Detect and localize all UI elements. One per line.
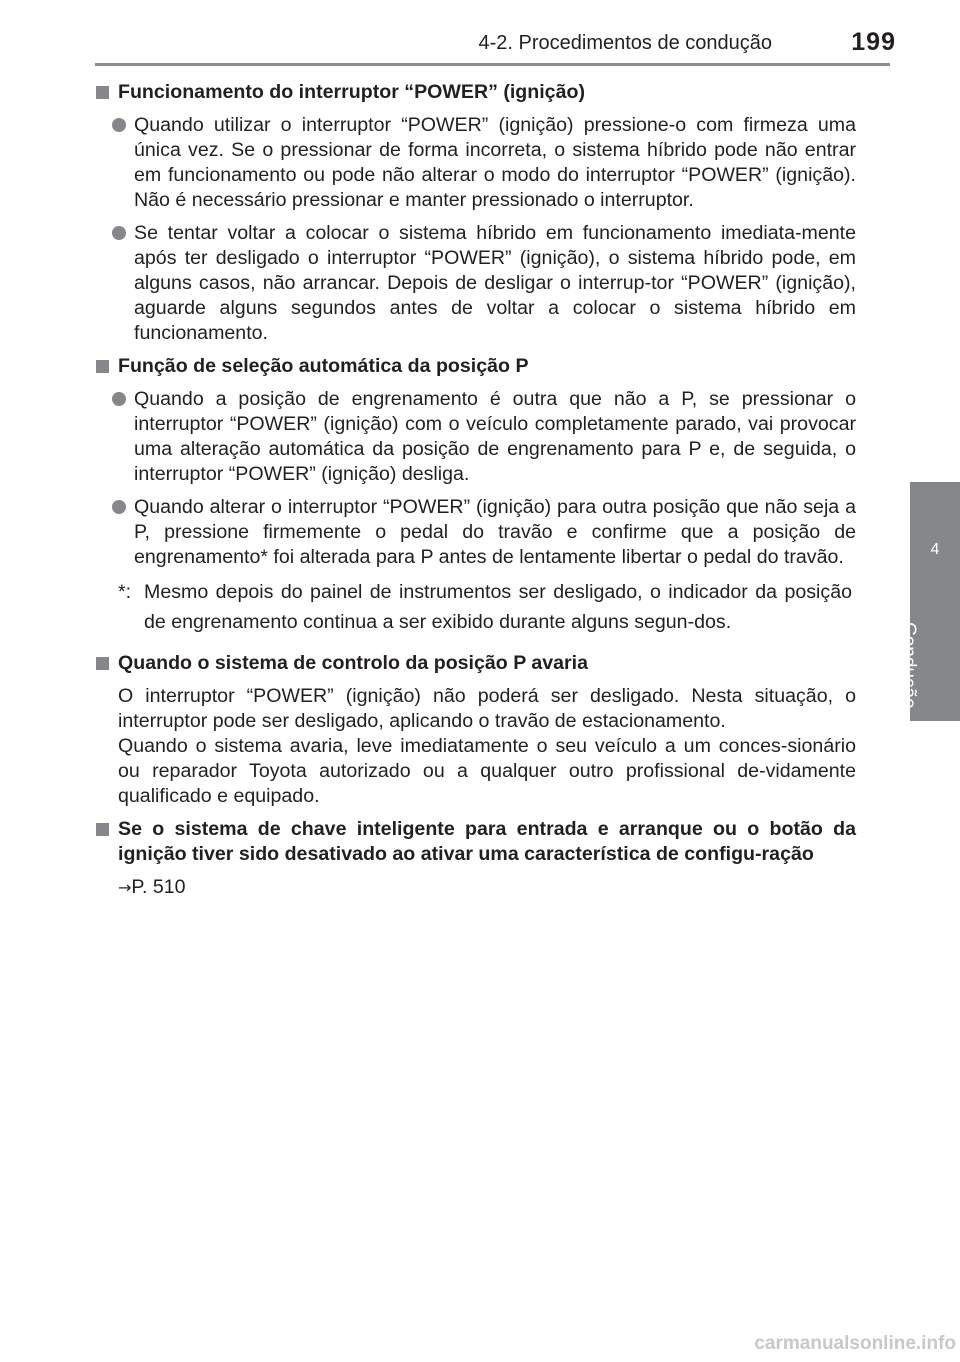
square-marker-icon xyxy=(96,360,109,373)
heading-text: Funcionamento do interruptor “POWER” (ignição) xyxy=(118,81,585,103)
page-content xyxy=(96,80,856,900)
bullet-dot-icon xyxy=(112,392,126,406)
square-marker-icon xyxy=(96,657,109,670)
paragraph: O interruptor “POWER” (ignição) não poderá ser desligado. Nesta situação, o interruptor pode ser desligado, aplicando o travão de estacionamento. xyxy=(118,685,856,732)
page-number: 199 xyxy=(851,28,896,56)
section-heading xyxy=(96,80,856,105)
header-rule xyxy=(95,63,890,66)
bullet-item xyxy=(96,387,856,487)
chapter-number: 4 xyxy=(930,541,940,558)
section-heading xyxy=(96,651,856,676)
reference-text: P. 510 xyxy=(131,876,186,898)
section-heading xyxy=(96,354,856,379)
bullet-item xyxy=(96,495,856,570)
bullet-text: Se tentar voltar a colocar o sistema híbrido em funcionamento imediata-mente após ter desligado o interruptor “POWER” (ignição), o sistema híbrido pode, em alguns casos, não arrancar. Depois de desligar o interrup-tor “POWER” (ignição), aguarde alguns segundos antes de voltar a colocar o sistema híbrido em funcionamento. xyxy=(134,222,856,344)
section-heading xyxy=(96,817,856,867)
square-marker-icon xyxy=(96,86,109,99)
watermark: carmanualsonline.info xyxy=(754,1333,956,1354)
bullet-text: Quando utilizar o interruptor “POWER” (ignição) pressione-o com firmeza uma única vez. Se o pressionar de forma incorreta, o sistema híbrido pode não entrar em funcionamento ou pode não alterar o modo do interruptor “POWER” (ignição). Não é necessário pressionar e manter pressionado o interruptor. xyxy=(134,114,856,211)
footnote xyxy=(96,578,856,637)
chapter-label: Condução xyxy=(898,622,919,709)
heading-text: Função de seleção automática da posição P xyxy=(118,355,529,377)
bullet-item xyxy=(96,113,856,213)
section-header-title: 4-2. Procedimentos de condução xyxy=(478,32,772,54)
bullet-item xyxy=(96,221,856,346)
bullet-text: Quando alterar o interruptor “POWER” (ignição) para outra posição que não seja a P, pressione firmemente o pedal do travão e confirme que a posição de engrenamento* foi alterada para P antes de lentamente libertar o pedal do travão. xyxy=(134,496,856,568)
bullet-dot-icon xyxy=(112,500,126,514)
heading-text: Se o sistema de chave inteligente para entrada e arranque ou o botão da ignição tiver sido desativado ao ativar uma característica de configu-ração xyxy=(118,818,856,865)
chapter-side-tab xyxy=(898,482,960,721)
arrow-right-icon: → xyxy=(118,878,132,897)
heading-text: Quando o sistema de controlo da posição P avaria xyxy=(118,652,589,674)
square-marker-icon xyxy=(96,823,109,836)
footnote-text: Mesmo depois do painel de instrumentos ser desligado, o indicador da posição de engrenamento continua a ser exibido durante alguns segun-dos. xyxy=(144,581,852,633)
bullet-dot-icon xyxy=(112,226,126,240)
paragraph: Quando o sistema avaria, leve imediatamente o seu veículo a um conces-sionário ou reparador Toyota autorizado ou a qualquer outro profissional de-vidamente qualificado e equipado. xyxy=(118,735,856,807)
bullet-dot-icon xyxy=(112,118,126,132)
footnote-mark: *: xyxy=(118,581,132,603)
page-reference[interactable] xyxy=(96,875,856,900)
bullet-text: Quando a posição de engrenamento é outra que não a P, se pressionar o interruptor “POWER” (ignição) com o veículo completamente parado, vai provocar uma alteração automática da posição de engrenamento para P e, de seguida, o interruptor “POWER” (ignição) desliga. xyxy=(134,388,856,485)
